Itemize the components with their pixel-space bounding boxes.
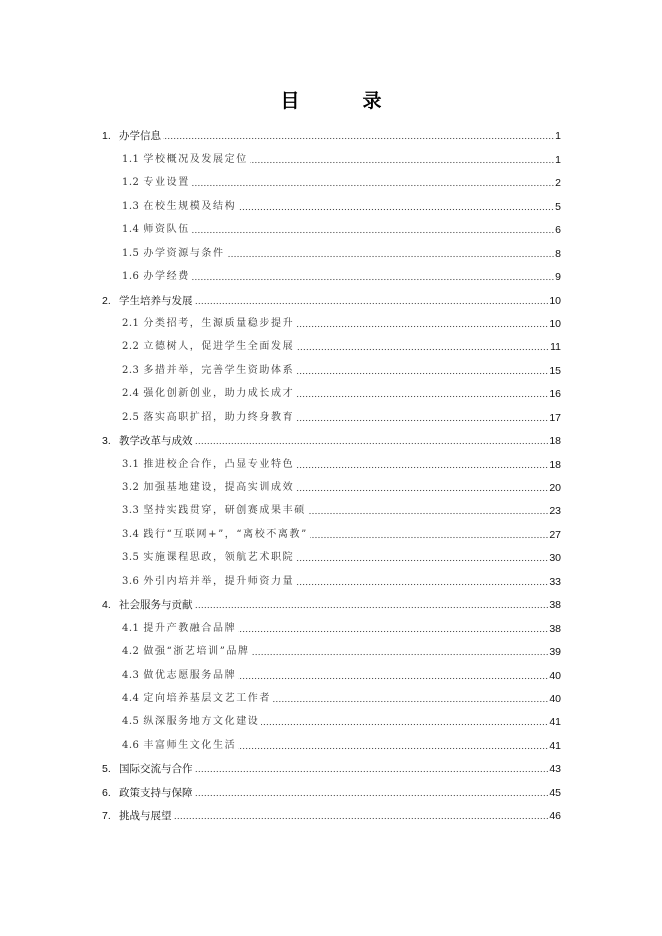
toc-section-entry[interactable] <box>102 448 561 471</box>
dot-leader <box>296 583 548 586</box>
dot-leader <box>296 325 548 328</box>
toc-entry-label: 办学经费 <box>143 271 190 283</box>
toc-page-number: 2 <box>555 177 561 190</box>
dot-leader <box>308 512 549 515</box>
toc-entry-label: 丰富师生文化生活 <box>143 739 237 751</box>
dot-leader <box>296 489 548 492</box>
toc-entry-number: 4.5 <box>122 716 140 728</box>
toc-page-number: 9 <box>555 271 561 284</box>
dot-leader <box>273 700 548 703</box>
toc-page-number: 27 <box>549 528 561 541</box>
toc-section-entry[interactable] <box>102 636 561 659</box>
toc-title: 目 录 <box>280 90 404 112</box>
toc-section-entry[interactable] <box>102 706 561 729</box>
toc-entry-label: 做优志愿服务品牌 <box>143 669 237 681</box>
toc-section-entry[interactable] <box>102 143 561 166</box>
dot-leader <box>174 817 549 820</box>
toc-entry-label: 在校生规模及结构 <box>143 200 237 212</box>
toc-entry-number: 2.1 <box>122 317 140 329</box>
toc-chapter-entry[interactable] <box>102 284 561 307</box>
dot-leader <box>296 395 548 398</box>
toc-page-number: 46 <box>549 810 561 823</box>
toc-page-number: 10 <box>549 317 561 330</box>
toc-entry-label: 办学信息 <box>119 130 161 143</box>
toc-entry-number: 3.3 <box>122 505 140 517</box>
toc-entry-number: 1.2 <box>122 177 140 189</box>
toc-entry-label: 纵深服务地方文化建设 <box>143 716 260 728</box>
dot-leader <box>195 794 549 797</box>
toc-entry-number: 1.3 <box>122 200 140 212</box>
toc-entry-label: 社会服务与贡献 <box>119 599 193 612</box>
dot-leader <box>195 606 549 609</box>
toc-entry-label: 坚持实践贯穿，研创赛成果丰硕 <box>143 505 306 517</box>
toc-entry-number: 4.6 <box>122 739 140 751</box>
toc-page-number: 6 <box>555 224 561 237</box>
toc-page-number: 23 <box>549 505 561 518</box>
toc-entry-number: 4.2 <box>122 646 140 658</box>
toc-entry-label: 政策支持与保障 <box>119 786 193 799</box>
toc-entry-label: 实施课程思政，领航艺术职院 <box>143 552 295 564</box>
toc-section-entry[interactable] <box>102 518 561 541</box>
toc-section-entry[interactable] <box>102 401 561 424</box>
toc-page-number: 41 <box>549 716 561 729</box>
dot-leader <box>310 536 548 539</box>
toc-entry-label: 立德树人，促进学生全面发展 <box>143 341 295 353</box>
toc-chapter-entry[interactable] <box>102 753 561 776</box>
toc-chapter-entry[interactable] <box>102 425 561 448</box>
table-of-contents <box>102 120 561 823</box>
toc-page-number: 5 <box>555 200 561 213</box>
dot-leader <box>192 278 554 281</box>
toc-entry-number: 1.5 <box>122 247 140 259</box>
dot-leader <box>252 653 549 656</box>
toc-chapter-entry[interactable] <box>102 776 561 799</box>
toc-page-number: 33 <box>549 575 561 588</box>
toc-page-number: 40 <box>549 669 561 682</box>
toc-page-number: 10 <box>549 294 561 307</box>
toc-section-entry[interactable] <box>102 495 561 518</box>
toc-chapter-entry[interactable] <box>102 120 561 143</box>
toc-entry-number: 1.6 <box>122 271 140 283</box>
toc-page-number: 18 <box>549 458 561 471</box>
toc-page-number: 1 <box>555 153 561 166</box>
toc-entry-label: 外引内培并举，提升师资力量 <box>143 575 295 587</box>
dot-leader <box>296 372 548 375</box>
toc-entry-label: 落实高职扩招，助力终身教育 <box>143 411 295 423</box>
toc-entry-label: 挑战与展望 <box>119 810 172 823</box>
toc-entry-label: 国际交流与合作 <box>119 763 193 776</box>
toc-entry-label: 学校概况及发展定位 <box>143 153 248 165</box>
toc-page-number: 38 <box>549 622 561 635</box>
dot-leader <box>238 630 548 633</box>
toc-page-number: 16 <box>549 388 561 401</box>
toc-section-entry[interactable] <box>102 542 561 565</box>
toc-section-entry[interactable] <box>102 190 561 213</box>
toc-entry-label: 办学资源与条件 <box>143 247 225 259</box>
toc-page-number: 38 <box>549 599 561 612</box>
dot-leader <box>296 419 548 422</box>
toc-entry-number: 3.5 <box>122 552 140 564</box>
dot-leader <box>238 677 548 680</box>
toc-chapter-entry[interactable] <box>102 589 561 612</box>
toc-entry-number: 1.1 <box>122 153 140 165</box>
toc-entry-number: 2.4 <box>122 388 140 400</box>
toc-page-number: 18 <box>549 435 561 448</box>
toc-page-number: 41 <box>549 739 561 752</box>
dot-leader <box>296 348 549 351</box>
dot-leader <box>195 442 549 445</box>
toc-entry-label: 师资队伍 <box>143 224 190 236</box>
toc-section-entry[interactable] <box>102 237 561 260</box>
toc-page-number: 17 <box>549 411 561 424</box>
dot-leader <box>192 184 554 187</box>
toc-section-entry[interactable] <box>102 612 561 635</box>
toc-page-number: 15 <box>549 364 561 377</box>
toc-entry-label: 做强“浙艺培训”品牌 <box>143 646 250 658</box>
toc-entry-label: 定向培养基层文艺工作者 <box>143 692 272 704</box>
dot-leader <box>192 231 554 234</box>
toc-entry-label: 践行“互联网+”，“离校不离教” <box>143 528 308 540</box>
toc-entry-number: 3.4 <box>122 528 140 540</box>
toc-entry-label: 教学改革与成效 <box>119 435 193 448</box>
toc-entry-number: 4.3 <box>122 669 140 681</box>
toc-entry-number: 2.3 <box>122 364 140 376</box>
toc-section-entry[interactable] <box>102 261 561 284</box>
toc-page-number: 1 <box>555 130 561 143</box>
toc-entry-label: 学生培养与发展 <box>119 294 193 307</box>
toc-entry-number: 4.4 <box>122 692 140 704</box>
toc-page-number: 39 <box>549 646 561 659</box>
toc-section-entry[interactable] <box>102 729 561 752</box>
toc-section-entry[interactable] <box>102 378 561 401</box>
toc-section-entry[interactable] <box>102 565 561 588</box>
toc-entry-number: 1. <box>102 130 111 143</box>
toc-section-entry[interactable] <box>102 214 561 237</box>
toc-entry-number: 1.4 <box>122 224 140 236</box>
dot-leader <box>250 161 554 164</box>
toc-entry-label: 多措并举，完善学生资助体系 <box>143 364 295 376</box>
toc-entry-number: 3. <box>102 435 111 448</box>
toc-entry-number: 4. <box>102 599 111 612</box>
toc-page-number: 43 <box>549 763 561 776</box>
toc-entry-number: 3.6 <box>122 575 140 587</box>
toc-entry-number: 2.2 <box>122 341 140 353</box>
toc-entry-number: 3.2 <box>122 482 140 493</box>
dot-leader <box>296 466 548 469</box>
toc-entry-label: 推进校企合作，凸显专业特色 <box>143 458 295 470</box>
dot-leader <box>163 137 554 140</box>
toc-entry-number: 2. <box>102 294 111 307</box>
toc-entry-number: 2.5 <box>122 411 140 423</box>
toc-page-number: 40 <box>549 692 561 705</box>
dot-leader <box>227 255 555 258</box>
toc-page-number: 20 <box>549 482 561 494</box>
toc-page-number: 30 <box>549 552 561 565</box>
toc-section-entry[interactable] <box>102 331 561 354</box>
toc-entry-label: 专业设置 <box>143 177 190 189</box>
toc-entry-number: 5. <box>102 763 111 776</box>
dot-leader <box>296 559 548 562</box>
toc-chapter-entry[interactable] <box>102 800 561 823</box>
toc-page-number: 45 <box>549 786 561 799</box>
toc-entry-label: 强化创新创业，助力成长成才 <box>143 388 295 400</box>
dot-leader <box>261 723 548 726</box>
toc-section-entry[interactable] <box>102 167 561 190</box>
dot-leader <box>238 747 548 750</box>
dot-leader <box>238 208 554 211</box>
toc-entry-number: 3.1 <box>122 458 140 470</box>
toc-page-number: 11 <box>550 341 561 354</box>
toc-entry-number: 6. <box>102 786 111 799</box>
toc-entry-number: 4.1 <box>122 622 140 634</box>
toc-section-entry[interactable] <box>102 354 561 377</box>
toc-section-entry[interactable] <box>102 659 561 682</box>
toc-entry-number: 7. <box>102 810 111 823</box>
toc-section-entry[interactable] <box>102 683 561 706</box>
toc-section-entry[interactable] <box>102 472 561 495</box>
toc-page-number: 8 <box>555 247 561 260</box>
toc-section-entry[interactable] <box>102 308 561 331</box>
toc-entry-label: 提升产教融合品牌 <box>143 622 237 634</box>
dot-leader <box>195 302 549 305</box>
toc-entry-label: 加强基地建设，提高实训成效 <box>143 482 295 493</box>
toc-entry-label: 分类招考，生源质量稳步提升 <box>143 317 295 329</box>
dot-leader <box>195 770 549 773</box>
